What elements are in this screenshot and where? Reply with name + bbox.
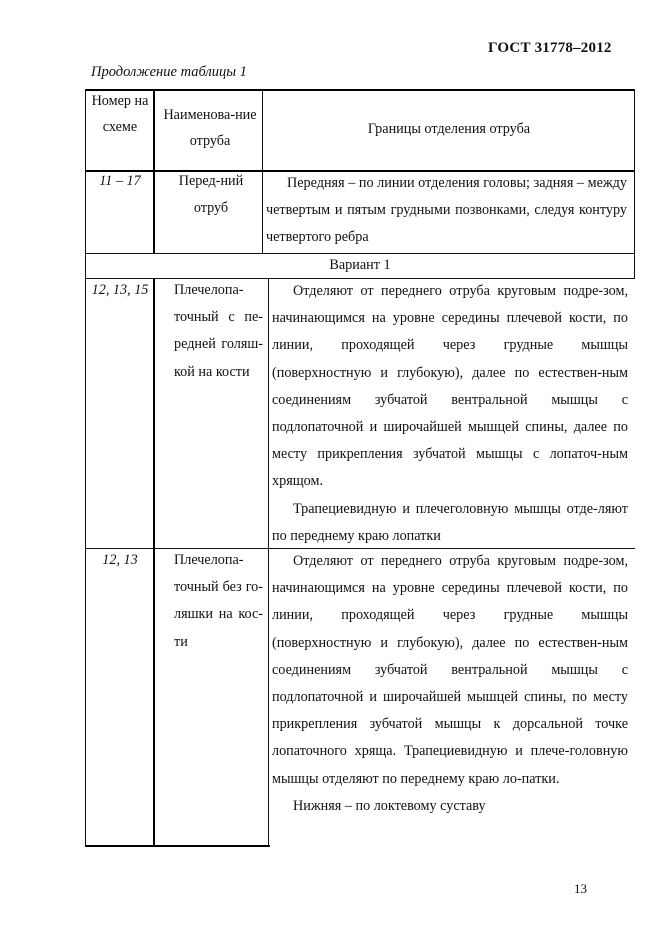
boundaries-paragraph: Отделяют от переднего отруба круговым подре-зом, начинающимся на уровне середины плечевой кости, по линии, проходящей через грудные мышцы (поверхностную и глубокую), далее по естествен-ным соединениям зубчатой вентральной мышцы с подлопаточной и широчайшей мышцей спины, по месту прикрепления зубчатой мышцы к дорсальной точке лопаточного хряща. Трапециевидную и плече-головную мышцы отделяют по переднему краю ло-патки. (272, 553, 628, 787)
boundaries-paragraph: Нижняя – по локтевому суставу (293, 797, 486, 814)
variant-row-name: Плечелопа-точный без го-ляшки на кос-ти (174, 552, 263, 650)
column-header-name: Наименова-ние отруба (163, 107, 257, 149)
table-continuation-caption: Продолжение таблицы 1 (91, 64, 247, 80)
column-header-boundaries: Границы отделения отруба (367, 121, 531, 137)
variant-row-name: Плечелопа-точный с пе-редней голяш-кой на кости (174, 282, 263, 380)
variant-label: Вариант 1 (329, 257, 391, 273)
row-boundaries: Передняя – по линии отделения головы; задняя – между четвертым и пятым грудными позвонками, следуя контуру четвертого ребра (266, 175, 627, 245)
row-name: Перед-ний отруб (178, 173, 244, 217)
variant-row-boundaries (272, 548, 628, 820)
row-number: 11 – 17 (99, 173, 141, 189)
variant-row-boundaries (272, 278, 628, 550)
standard-code: ГОСТ 31778–2012 (488, 40, 612, 56)
column-header-number: Номер на схеме (91, 93, 149, 135)
variant-row-number: 12, 13, 15 (91, 282, 149, 298)
page-number: 13 (574, 881, 587, 896)
boundaries-paragraph: Трапециевидную и плечеголовную мышцы отде-ляют по переднему краю лопатки (272, 500, 628, 544)
variant-row-number: 12, 13 (102, 552, 138, 568)
boundaries-paragraph: Отделяют от переднего отруба круговым подре-зом, начинающимся на уровне середины плечевой кости, по линии, проходящей через грудные мышцы (поверхностную и глубокую), далее по естествен-ным соединениям зубчатой вентральной мышцы с подлопаточной и широчайшей мышцей спины, далее по месту прикрепления зубчатой мышцы с лопаточ-ным хрящом. (272, 283, 628, 490)
